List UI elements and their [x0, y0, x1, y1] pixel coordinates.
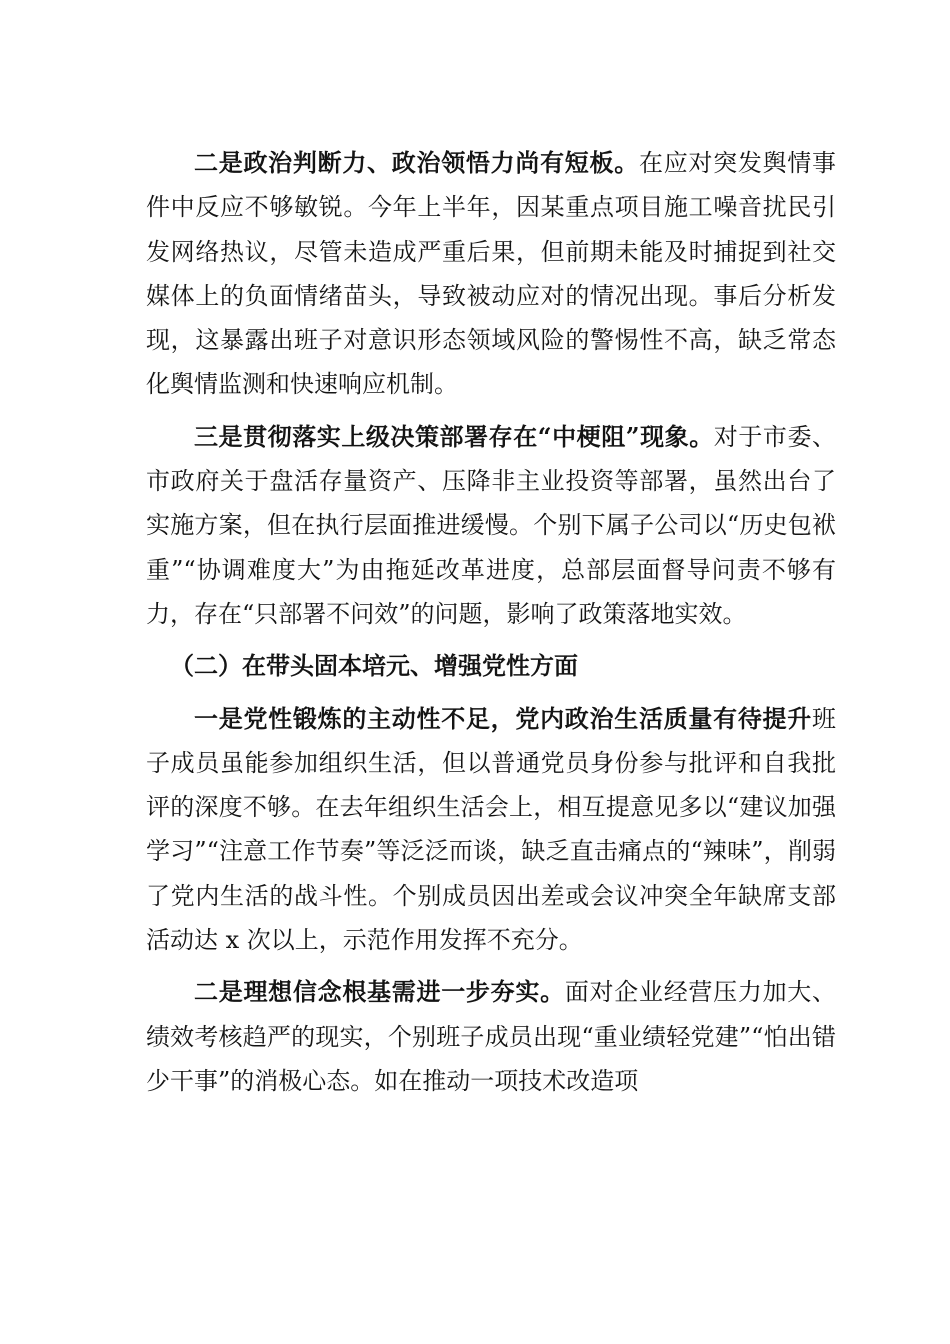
paragraph-lead: 一是党性锻炼的主动性不足，党内政治生活质量有待提升 — [194, 703, 812, 733]
paragraph-lead: 三是贯彻落实上级决策部署存在“中梗阻”现象。 — [194, 421, 714, 451]
paragraph-lead: 二是政治判断力、政治领悟力尚有短板。 — [194, 148, 639, 177]
paragraph-political-judgment — [146, 141, 836, 407]
paragraph-ideals-beliefs — [146, 970, 836, 1103]
section-heading-text: （二）在带头固本培元、增强党性方面 — [170, 651, 578, 681]
paragraph-body: 对于市委、市政府关于盘活存量资产、压降非主业投资等部署，虽然出台了实施方案，但在执行层面推进缓慢。个别下属子公司以“历史包袱重”“协调难度大”为由拖延改革进度，总部层面督导问责不够有力，存在“只部署不问效”的问题，影响了政策落地实效。 — [146, 422, 837, 628]
section-heading — [146, 644, 836, 688]
paragraph-lead: 二是理想信念根基需进一步夯实。 — [194, 977, 565, 1007]
paragraph-implementation — [146, 415, 836, 636]
paragraph-body: 在应对突发舆情事件中反应不够敏锐。今年上半年，因某重点项目施工噪音扰民引发网络热议，尽管未造成严重后果，但前期未能及时捕捉到社交媒体上的负面情绪苗头，导致被动应对的情况出现。事后分析发现，这暴露出班子对意识形态领域风险的警惕性不高，缺乏常态化舆情监测和快速响应机制。 — [146, 149, 837, 399]
document-body — [146, 141, 836, 1103]
paragraph-body: 班子成员虽能参加组织生活，但以普通党员身份参与批评和自我批评的深度不够。在去年组织生活会上，相互提意见多以“建议加强学习”“注意工作节奏”等泛泛而谈，缺乏直击痛点的“辣味”，削弱了党内生活的战斗性。个别成员因出差或会议冲突全年缺席支部活动达 x 次以上，示范作用发挥不充分。 — [146, 704, 836, 955]
paragraph-party-spirit — [146, 697, 836, 963]
paragraph-body: 面对企业经营压力加大、绩效考核趋严的现实，个别班子成员出现“重业绩轻党建”“怕出错少干事”的消极心态。如在推动一项技术改造项 — [146, 978, 837, 1095]
